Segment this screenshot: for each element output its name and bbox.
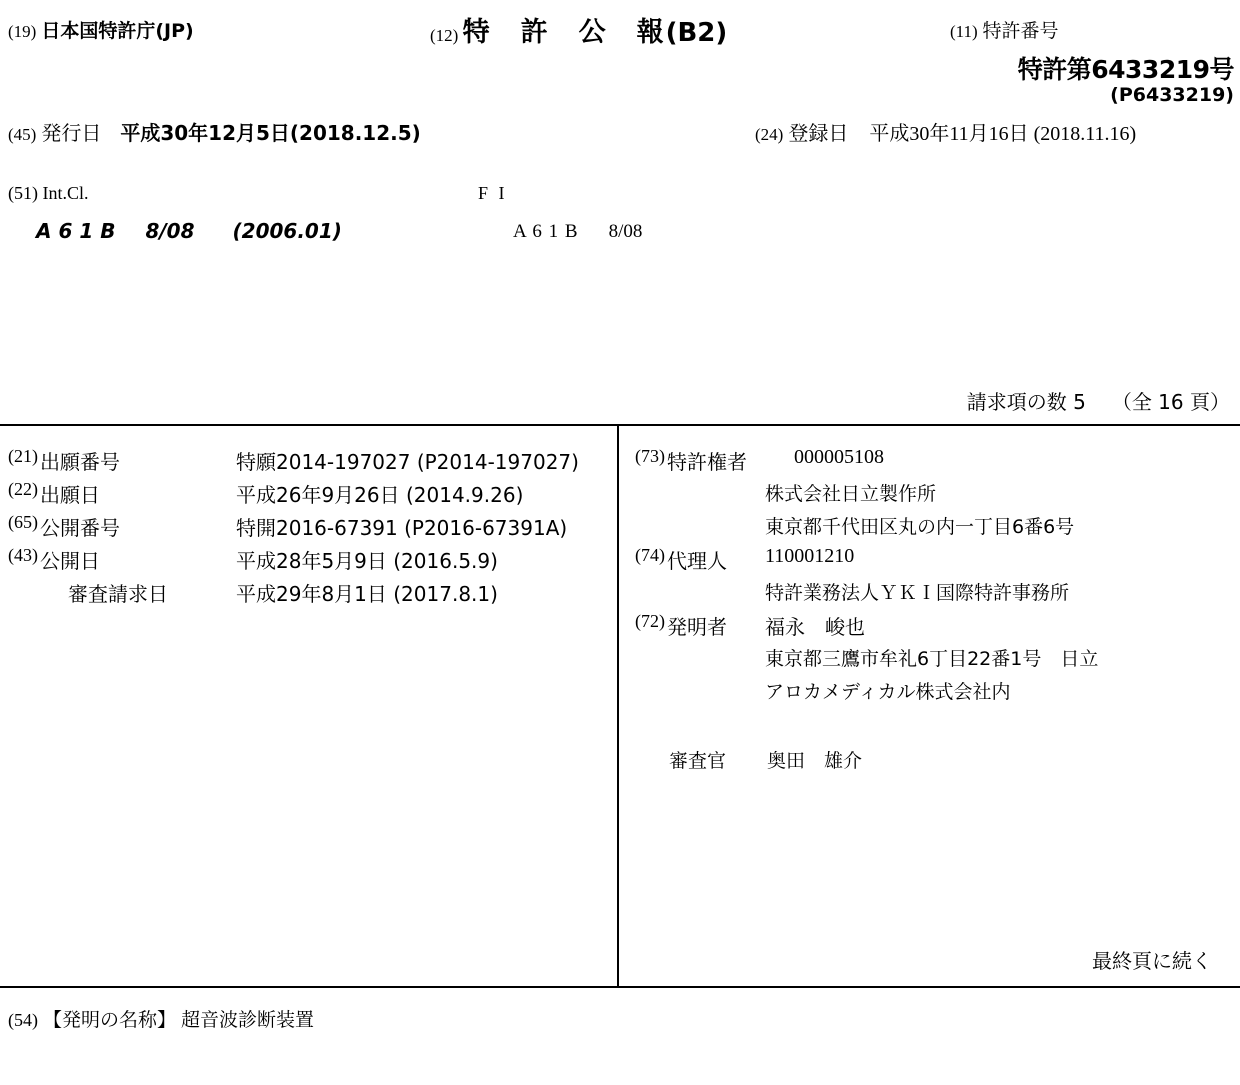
application-number-value: 特願2014-197027 (P2014-197027) <box>236 450 579 474</box>
publication-number-code: (65) <box>8 512 38 532</box>
issue-date-code: (45) <box>8 125 37 144</box>
table-row <box>619 578 1240 611</box>
invention-title-code: (54) <box>8 1010 38 1030</box>
application-date-label: 出願日 <box>40 483 100 507</box>
continued-note: 最終頁に続く <box>1092 949 1212 973</box>
publication-number-label: 公開番号 <box>40 516 120 540</box>
claims-label: 請求項の数 <box>966 390 1067 414</box>
agent-code: (74) <box>635 545 665 565</box>
table-row <box>619 446 1240 479</box>
table-row <box>0 479 617 512</box>
fi-header: F I <box>478 183 508 203</box>
inventor-address-line1: 東京都三鷹市牟礼6丁目22番1号 日立 <box>765 648 1099 670</box>
application-number-code: (21) <box>8 446 38 466</box>
patent-number-code: (11) <box>950 22 978 41</box>
registration-date-value: 平成30年11月16日 (2018.11.16) <box>869 123 1137 145</box>
publication-date-code: (43) <box>8 545 38 565</box>
inventor-name: 福永 峻也 <box>765 615 865 639</box>
intcl-label: Int.Cl. <box>42 183 89 203</box>
examination-request-date-label: 審査請求日 <box>68 582 168 606</box>
intcl-classification <box>36 219 342 243</box>
inventor-code: (72) <box>635 611 665 631</box>
intcl-class: A 6 1 B <box>36 219 116 243</box>
registration-date-row <box>755 117 1136 146</box>
inventor-label: 発明者 <box>667 615 727 639</box>
examiner-label: 審査官 <box>669 750 727 772</box>
assignee-code: (73) <box>635 446 665 466</box>
publication-date-value: 平成28年5月9日 (2016.5.9) <box>236 549 498 573</box>
office-code: (19) <box>8 22 37 41</box>
agent-id: 110001210 <box>765 545 855 567</box>
table-row <box>0 545 617 578</box>
bibliographic-left-column <box>0 426 617 986</box>
agent-label: 代理人 <box>667 549 727 573</box>
examiner-name: 奥田 雄介 <box>767 750 863 772</box>
intcl-group: 8/08 <box>145 219 195 243</box>
application-number-label: 出願番号 <box>40 450 120 474</box>
assignee-label: 特許権者 <box>667 450 747 474</box>
publication-number-value: 特開2016-67391 (P2016-67391A) <box>236 516 568 540</box>
table-row <box>619 611 1240 644</box>
intcl-header <box>8 183 89 204</box>
registration-date-code: (24) <box>755 125 784 144</box>
table-row <box>0 578 617 611</box>
agent-name: 特許業務法人ＹＫＩ国際特許事務所 <box>765 582 1070 604</box>
patent-number-label: 特許番号 <box>982 21 1059 42</box>
application-date-value: 平成26年9月26日 (2014.9.26) <box>236 483 524 507</box>
table-row <box>619 479 1240 512</box>
fi-group: 8/08 <box>608 221 643 242</box>
publication-date-label: 公開日 <box>40 549 100 573</box>
examination-request-date-value: 平成29年8月1日 (2017.8.1) <box>236 582 498 606</box>
invention-title-label: 【発明の名称】 <box>43 1009 177 1031</box>
assignee-address: 東京都千代田区丸の内一丁目6番6号 <box>765 516 1075 538</box>
document-title-block <box>430 10 727 49</box>
issue-date-value: 平成30年12月5日(2018.12.5) <box>120 121 421 145</box>
assignee-id: 000005108 <box>794 446 884 468</box>
issue-date-row <box>8 117 421 146</box>
inventor-address-line2: アロカメディカル株式会社内 <box>765 681 1011 703</box>
table-row <box>619 545 1240 578</box>
table-row <box>0 512 617 545</box>
document-kind: (B2) <box>665 18 728 48</box>
patent-number-alt: (P6433219) <box>1110 84 1234 106</box>
claims-count: 5 <box>1073 390 1086 414</box>
assignee-name: 株式会社日立製作所 <box>765 483 937 505</box>
claims-note <box>967 386 1230 415</box>
table-row <box>619 512 1240 545</box>
intcl-version: (2006.01) <box>232 219 342 243</box>
fi-class: A 6 1 B <box>513 221 579 242</box>
issue-date-label: 発行日 <box>41 123 102 145</box>
document-code: (12) <box>430 26 459 45</box>
bibliographic-right-column <box>619 426 1240 986</box>
office-name: 日本国特許庁(JP) <box>41 20 194 42</box>
bibliographic-table <box>0 424 1240 988</box>
application-date-code: (22) <box>8 479 38 499</box>
pages-count: （全 16 頁） <box>1111 390 1230 414</box>
fi-classification <box>513 221 642 243</box>
invention-title: 超音波診断装置 <box>181 1009 315 1031</box>
table-row <box>0 446 617 479</box>
issuing-office <box>8 16 194 43</box>
header-top-row <box>0 8 1240 54</box>
invention-title-row <box>8 1005 314 1032</box>
document-title: 特 許 公 報 <box>462 17 666 48</box>
intcl-code: (51) <box>8 183 38 203</box>
table-row <box>619 644 1240 677</box>
patent-number: 特許第6433219号 <box>1017 55 1234 84</box>
patent-number-label-block <box>950 16 1058 43</box>
table-row <box>619 677 1240 710</box>
registration-date-label: 登録日 <box>788 123 849 145</box>
